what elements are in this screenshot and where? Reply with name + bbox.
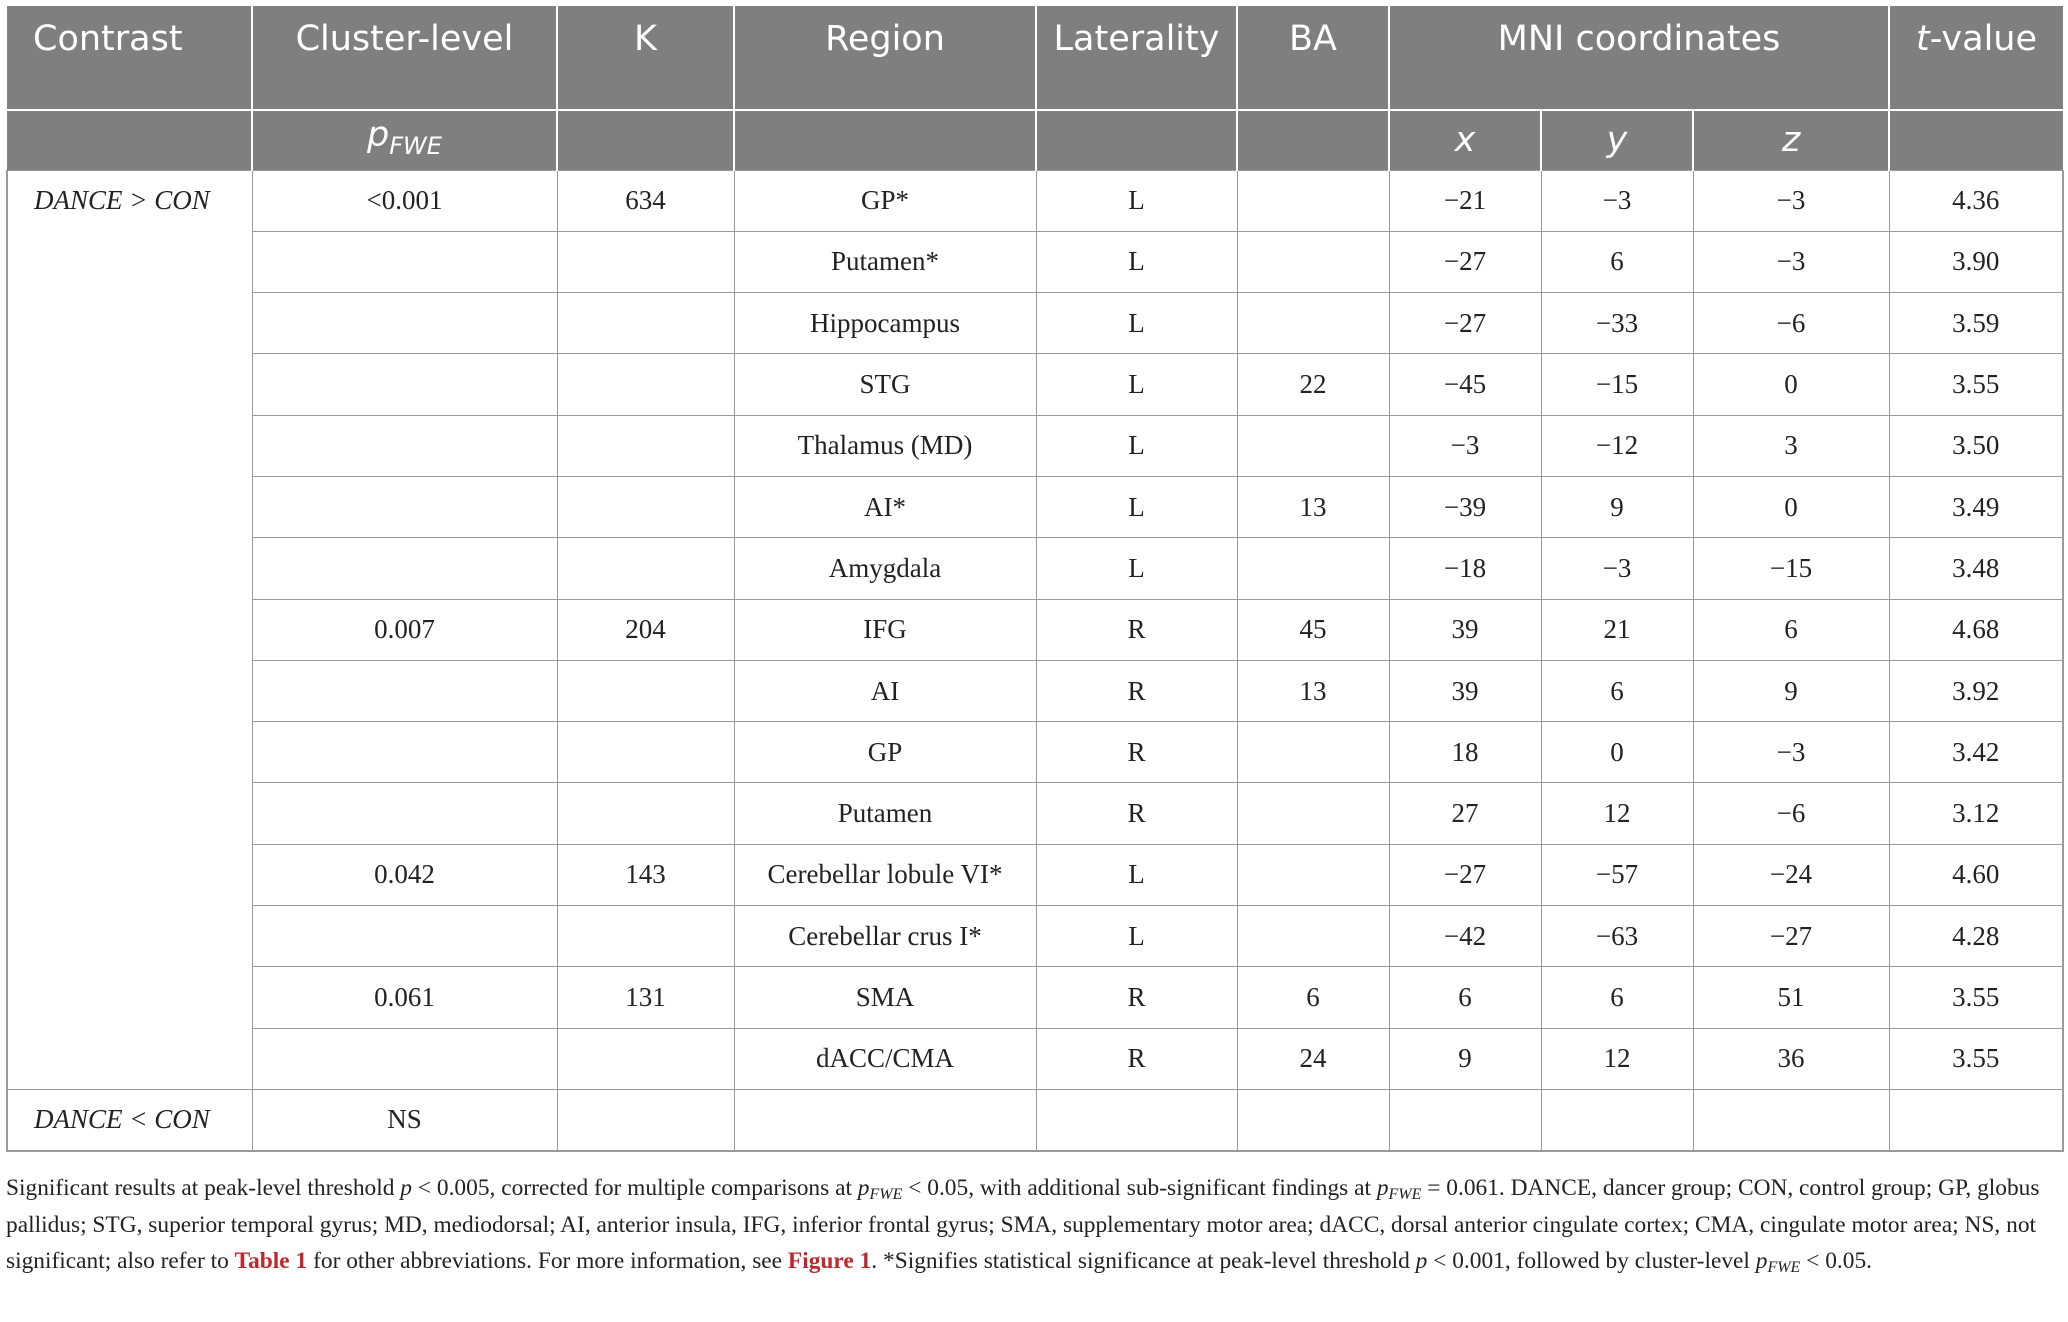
cell-region: AI [734,660,1036,721]
cell-mni-y: −57 [1541,844,1693,905]
cell-region: Putamen [734,783,1036,844]
cell-mni-x: −42 [1389,906,1541,967]
footnote-p-3: p [1376,1175,1389,1201]
cell-mni-y: 21 [1541,599,1693,660]
cell-k [557,783,734,844]
header-row-1 [7,6,2063,110]
cell-cluster-pfwe: 0.007 [252,599,557,660]
t-value-cell: 4.36 [1889,170,2063,231]
cell-contrast [7,1028,252,1089]
cell-mni-z: −15 [1693,538,1889,599]
cell-contrast [7,415,252,476]
subheader-contrast-empty [7,110,252,170]
cell-mni-z: 0 [1693,476,1889,537]
cell-k [557,660,734,721]
cell-contrast [7,906,252,967]
cell-region: Cerebellar lobule VI* [734,844,1036,905]
header-k: K [557,6,734,110]
cell-ba [1237,1089,1389,1150]
table-row [7,354,2063,415]
header-contrast: Contrast [7,6,252,110]
cell-mni-z: −6 [1693,293,1889,354]
cell-ba: 22 [1237,354,1389,415]
cell-contrast [7,599,252,660]
footnote-sub-5: FWE [1767,1259,1801,1276]
header-t-suffix: -value [1929,19,2038,59]
cell-laterality: L [1036,476,1237,537]
table-row [7,906,2063,967]
cell-mni-y: 12 [1541,783,1693,844]
cell-k [557,538,734,599]
cell-laterality: L [1036,844,1237,905]
header-t-value [1889,6,2063,110]
cell-contrast [7,844,252,905]
footnote-p-5: p [1755,1248,1768,1274]
cell-region [734,1089,1036,1150]
cell-cluster-pfwe: <0.001 [252,170,557,231]
cell-cluster-pfwe: 0.042 [252,844,557,905]
cell-mni-y: −12 [1541,415,1693,476]
table-row [7,844,2063,905]
cell-laterality: L [1036,293,1237,354]
cell-mni-y: −33 [1541,293,1693,354]
cell-laterality: L [1036,354,1237,415]
cell-ba [1237,906,1389,967]
t-value-cell: 4.68 [1889,599,2063,660]
cell-ba [1237,844,1389,905]
footnote-text-1: Significant results at peak-level threshold [6,1175,401,1201]
cell-mni-x: 6 [1389,967,1541,1028]
cell-ba [1237,722,1389,783]
cell-contrast [7,660,252,721]
footnote-text-7: < 0.001, followed by cluster-level [1427,1248,1756,1274]
cell-laterality: R [1036,783,1237,844]
cell-cluster-pfwe [252,231,557,292]
cell-contrast [7,783,252,844]
cell-mni-z: −3 [1693,170,1889,231]
cell-mni-y: 12 [1541,1028,1693,1089]
figure-1-link[interactable]: Figure 1 [787,1248,872,1274]
subheader-z: z [1693,110,1889,170]
cell-cluster-pfwe [252,538,557,599]
cell-mni-z: 3 [1693,415,1889,476]
cell-ba: 45 [1237,599,1389,660]
cell-mni-y: −3 [1541,170,1693,231]
cell-mni-x: −3 [1389,415,1541,476]
footnote-p-2: p [857,1175,870,1201]
cell-k [557,906,734,967]
cell-mni-x [1389,1089,1541,1150]
table-row [7,293,2063,354]
cell-region: dACC/CMA [734,1028,1036,1089]
cell-mni-x: −18 [1389,538,1541,599]
footnote-text-4: = 0.061. DANCE, dancer group; CON, control group; GP, globus pallidus; STG, superior temporal gyrus; MD, mediodorsal; AI, anterior insula, IFG, inferior frontal gyrus; SMA, supplementary motor area; dACC, dorsal anterior cingulate cortex; CMA, cingulate motor area; NS, not significant; also refer to [6,1175,2040,1274]
cell-k [557,293,734,354]
subheader-x: x [1389,110,1541,170]
cell-cluster-pfwe [252,1028,557,1089]
cell-k: 634 [557,170,734,231]
footnote-text-8: < 0.05. [1800,1248,1872,1274]
cell-ba: 13 [1237,476,1389,537]
cell-k: 143 [557,844,734,905]
cell-ba [1237,538,1389,599]
cell-mni-x: 9 [1389,1028,1541,1089]
footnote-p-1: p [400,1175,412,1201]
cell-k: 131 [557,967,734,1028]
t-value-cell: 3.49 [1889,476,2063,537]
table-row [7,967,2063,1028]
header-ba: BA [1237,6,1389,110]
cell-k: 204 [557,599,734,660]
cell-mni-x: 39 [1389,660,1541,721]
cell-k [557,1089,734,1150]
cell-mni-z: 9 [1693,660,1889,721]
cell-mni-y: 6 [1541,660,1693,721]
cell-cluster-pfwe [252,906,557,967]
table-1-link[interactable]: Table 1 [234,1248,308,1274]
cell-cluster-pfwe [252,354,557,415]
table-row [7,599,2063,660]
header-mni-label: MNI coordinates [1497,19,1781,59]
header-laterality: Laterality [1036,6,1237,110]
cell-laterality: R [1036,599,1237,660]
table-row [7,1089,2063,1150]
cell-mni-x: −27 [1389,844,1541,905]
header-cluster-level: Cluster-level [252,6,557,110]
cell-k [557,415,734,476]
cell-cluster-pfwe: NS [252,1089,557,1150]
cell-cluster-pfwe: 0.061 [252,967,557,1028]
table-body [7,170,2063,1151]
subheader-k-empty [557,110,734,170]
cell-laterality: R [1036,722,1237,783]
cell-region: STG [734,354,1036,415]
subheader-y: y [1541,110,1693,170]
cell-mni-x: −39 [1389,476,1541,537]
t-value-cell [1889,1089,2063,1150]
cell-mni-y: 9 [1541,476,1693,537]
cell-region: GP* [734,170,1036,231]
subheader-pfwe [252,110,557,170]
cell-k [557,354,734,415]
subheader-pfwe-p: p [367,114,390,155]
cell-mni-z: −3 [1693,231,1889,292]
cell-contrast [7,967,252,1028]
cell-region: GP [734,722,1036,783]
t-value-cell: 3.12 [1889,783,2063,844]
cell-laterality: L [1036,538,1237,599]
cell-mni-z: −27 [1693,906,1889,967]
cell-contrast [7,293,252,354]
cell-contrast: DANCE > CON [7,170,252,231]
t-value-cell: 3.50 [1889,415,2063,476]
cell-mni-y: −63 [1541,906,1693,967]
cell-mni-x: −45 [1389,354,1541,415]
cell-contrast: DANCE < CON [7,1089,252,1150]
cell-cluster-pfwe [252,722,557,783]
cell-region: Amygdala [734,538,1036,599]
subheader-t-empty [1889,110,2063,170]
cell-laterality: L [1036,906,1237,967]
table-row [7,722,2063,783]
footnote-sub-2: FWE [869,1186,903,1203]
footnote-text-5: for other abbreviations. For more information, see [307,1248,788,1274]
t-value-cell: 3.90 [1889,231,2063,292]
cell-mni-x: −27 [1389,293,1541,354]
footnote-sub-3: FWE [1388,1186,1422,1203]
table-row [7,170,2063,231]
cell-ba [1237,293,1389,354]
table-row [7,783,2063,844]
cell-k [557,476,734,537]
header-row-2 [7,110,2063,170]
cell-mni-y: 6 [1541,967,1693,1028]
footnote-p-4: p [1415,1248,1428,1274]
t-value-cell: 4.60 [1889,844,2063,905]
cell-region: AI* [734,476,1036,537]
cell-contrast [7,722,252,783]
cell-ba: 24 [1237,1028,1389,1089]
results-table [6,6,2064,1152]
subheader-region-empty [734,110,1036,170]
t-value-cell: 3.55 [1889,967,2063,1028]
cell-k [557,722,734,783]
cell-cluster-pfwe [252,293,557,354]
cell-mni-y: −15 [1541,354,1693,415]
cell-mni-z: −24 [1693,844,1889,905]
cell-mni-z: −3 [1693,722,1889,783]
cell-laterality: L [1036,415,1237,476]
t-value-cell: 3.42 [1889,722,2063,783]
cell-region: Putamen* [734,231,1036,292]
results-table-container [6,6,2062,1152]
cell-laterality: R [1036,967,1237,1028]
header-region: Region [734,6,1036,110]
cell-contrast [7,476,252,537]
t-value-cell: 4.28 [1889,906,2063,967]
cell-mni-x: −21 [1389,170,1541,231]
cell-contrast [7,538,252,599]
cell-cluster-pfwe [252,783,557,844]
table-row [7,538,2063,599]
cell-ba: 13 [1237,660,1389,721]
table-footnote [6,1170,2066,1280]
t-value-cell: 3.92 [1889,660,2063,721]
t-value-cell: 3.59 [1889,293,2063,354]
cell-mni-y: 6 [1541,231,1693,292]
cell-mni-y: 0 [1541,722,1693,783]
cell-ba [1237,415,1389,476]
table-row [7,1028,2063,1089]
subheader-pfwe-sub: FWE [389,131,442,160]
table-row [7,231,2063,292]
t-value-cell: 3.55 [1889,354,2063,415]
cell-mni-z: −6 [1693,783,1889,844]
t-value-cell: 3.48 [1889,538,2063,599]
cell-region: Thalamus (MD) [734,415,1036,476]
cell-ba: 6 [1237,967,1389,1028]
cell-mni-z: 0 [1693,354,1889,415]
cell-laterality: L [1036,170,1237,231]
cell-mni-z: 6 [1693,599,1889,660]
footnote-text-6: . *Signifies statistical significance at peak-level threshold [871,1248,1416,1274]
cell-mni-x: 18 [1389,722,1541,783]
cell-region: Hippocampus [734,293,1036,354]
cell-mni-z: 36 [1693,1028,1889,1089]
cell-region: SMA [734,967,1036,1028]
cell-ba [1237,783,1389,844]
footnote-text-2: < 0.005, corrected for multiple comparisons at [412,1175,858,1201]
cell-mni-y: −3 [1541,538,1693,599]
cell-cluster-pfwe [252,660,557,721]
cell-ba [1237,231,1389,292]
cell-mni-z [1693,1089,1889,1150]
cell-laterality [1036,1089,1237,1150]
table-row [7,476,2063,537]
table-row [7,415,2063,476]
t-value-cell: 3.55 [1889,1028,2063,1089]
subheader-ba-empty [1237,110,1389,170]
footnote-text-3: < 0.05, with additional sub-significant findings at [902,1175,1377,1201]
cell-mni-x: 39 [1389,599,1541,660]
cell-ba [1237,170,1389,231]
cell-laterality: R [1036,660,1237,721]
cell-region: Cerebellar crus I* [734,906,1036,967]
cell-cluster-pfwe [252,476,557,537]
cell-contrast [7,231,252,292]
header-t-italic: t [1916,19,1930,59]
cell-mni-y [1541,1089,1693,1150]
table-row [7,660,2063,721]
cell-cluster-pfwe [252,415,557,476]
cell-laterality: L [1036,231,1237,292]
cell-mni-x: 27 [1389,783,1541,844]
cell-mni-z: 51 [1693,967,1889,1028]
cell-k [557,231,734,292]
cell-k [557,1028,734,1089]
cell-contrast [7,354,252,415]
cell-region: IFG [734,599,1036,660]
cell-mni-x: −27 [1389,231,1541,292]
cell-laterality: R [1036,1028,1237,1089]
header-mni-coordinates [1389,6,1889,110]
subheader-laterality-empty [1036,110,1237,170]
